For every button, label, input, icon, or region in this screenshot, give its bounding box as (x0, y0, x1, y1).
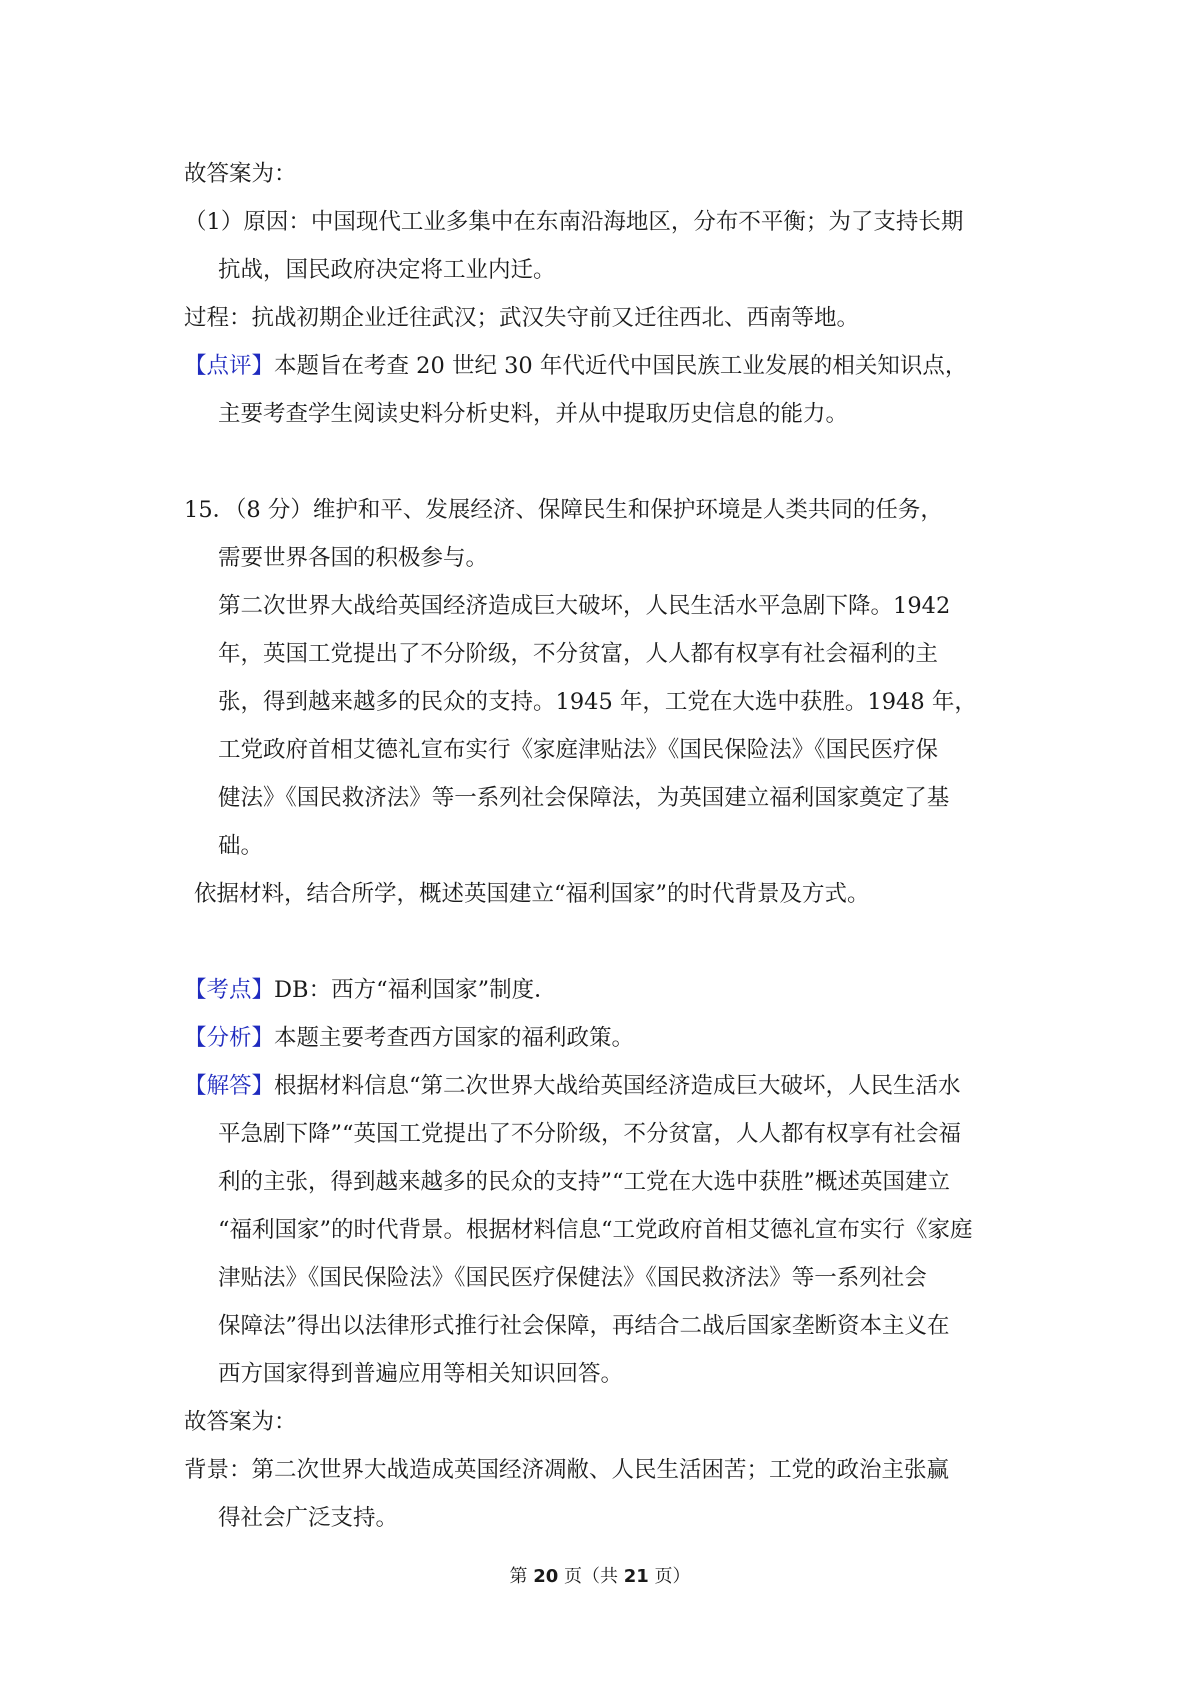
page-footer (0, 1562, 1200, 1588)
jieda-line: 平急剧下降”“英国工党提出了不分阶级，不分贫富，人人都有权享有社会福 (218, 1121, 962, 1147)
jieda-line: 西方国家得到普遍应用等相关知识回答。 (218, 1361, 624, 1387)
comment-text: 本题旨在考查 20 世纪 30 年代近代中国民族工业发展的相关知识点， (274, 353, 968, 379)
reason-line-continued: 抗战，国民政府决定将工业内迁。 (218, 257, 556, 283)
fenxi-tag: 【分析】 (184, 1025, 275, 1051)
question-15-stem: 15．（8 分）维护和平、发展经济、保障民生和保护环境是人类共同的任务， (184, 497, 943, 523)
reason-line: （1）原因：中国现代工业多集中在东南沿海地区，分布不平衡；为了支持长期 (184, 209, 964, 235)
material-line: 张，得到越来越多的民众的支持。1945 年，工党在大选中获胜。1948 年， (218, 689, 977, 715)
current-page-number: 20 (533, 1566, 559, 1587)
jieda-line: “福利国家”的时代背景。根据材料信息“工党政府首相艾德礼宣布实行《家庭 (218, 1217, 973, 1243)
material-line: 年，英国工党提出了不分阶级，不分贫富，人人都有权享有社会福利的主 (218, 641, 939, 667)
fenxi-text: 本题主要考查西方国家的福利政策。 (274, 1025, 635, 1051)
question-15-prompt: 依据材料，结合所学，概述英国建立“福利国家”的时代背景及方式。 (194, 881, 870, 907)
kaodian-text: DB：西方“福利国家”制度． (274, 977, 557, 1003)
jieda-text: 根据材料信息“第二次世界大战给英国经济造成巨大破坏，人民生活水 (274, 1073, 961, 1099)
jieda-paragraph (184, 1062, 1044, 1110)
material-line: 工党政府首相艾德礼宣布实行《家庭津贴法》《国民保险法》《国民医疗保 (218, 737, 939, 763)
jieda-line: 津贴法》《国民保险法》《国民医疗保健法》《国民救济法》等一系列社会 (218, 1265, 927, 1291)
jieda-line: 利的主张，得到越来越多的民众的支持”“工党在大选中获胜”概述英国建立 (218, 1169, 951, 1195)
material-line: 第二次世界大战给英国经济造成巨大破坏，人民生活水平急剧下降。1942 (218, 593, 951, 619)
answer-intro: 故答案为： (184, 161, 297, 187)
answer-intro: 故答案为： (184, 1409, 297, 1435)
footer-middle: 页（共 (558, 1566, 624, 1587)
material-line: 健法》《国民救济法》等一系列社会保障法，为英国建立福利国家奠定了基 (218, 785, 950, 811)
material-line: 础。 (218, 833, 264, 859)
spacer (184, 918, 1044, 966)
question-15-stem-continued: 需要世界各国的积极参与。 (218, 545, 489, 571)
comment-paragraph (184, 342, 1044, 390)
total-pages-number: 21 (623, 1566, 649, 1587)
background-line-continued: 得社会广泛支持。 (218, 1505, 399, 1531)
fenxi-paragraph (184, 1014, 1044, 1062)
spacer (184, 438, 1044, 486)
process-line: 过程：抗战初期企业迁往武汉；武汉失守前又迁往西北、西南等地。 (184, 305, 860, 331)
footer-prefix: 第 (509, 1566, 534, 1587)
background-line: 背景：第二次世界大战造成英国经济凋敝、人民生活困苦；工党的政治主张赢 (184, 1457, 950, 1483)
comment-text-continued: 主要考查学生阅读史料分析史料，并从中提取历史信息的能力。 (218, 401, 849, 427)
document-body (184, 150, 1044, 1542)
kaodian-paragraph (184, 966, 1044, 1014)
comment-tag: 【点评】 (184, 353, 275, 379)
jieda-line: 保障法”得出以法律形式推行社会保障，再结合二战后国家垄断资本主义在 (218, 1313, 950, 1339)
jieda-tag: 【解答】 (184, 1073, 275, 1099)
footer-suffix: 页） (648, 1566, 691, 1587)
kaodian-tag: 【考点】 (184, 977, 275, 1003)
